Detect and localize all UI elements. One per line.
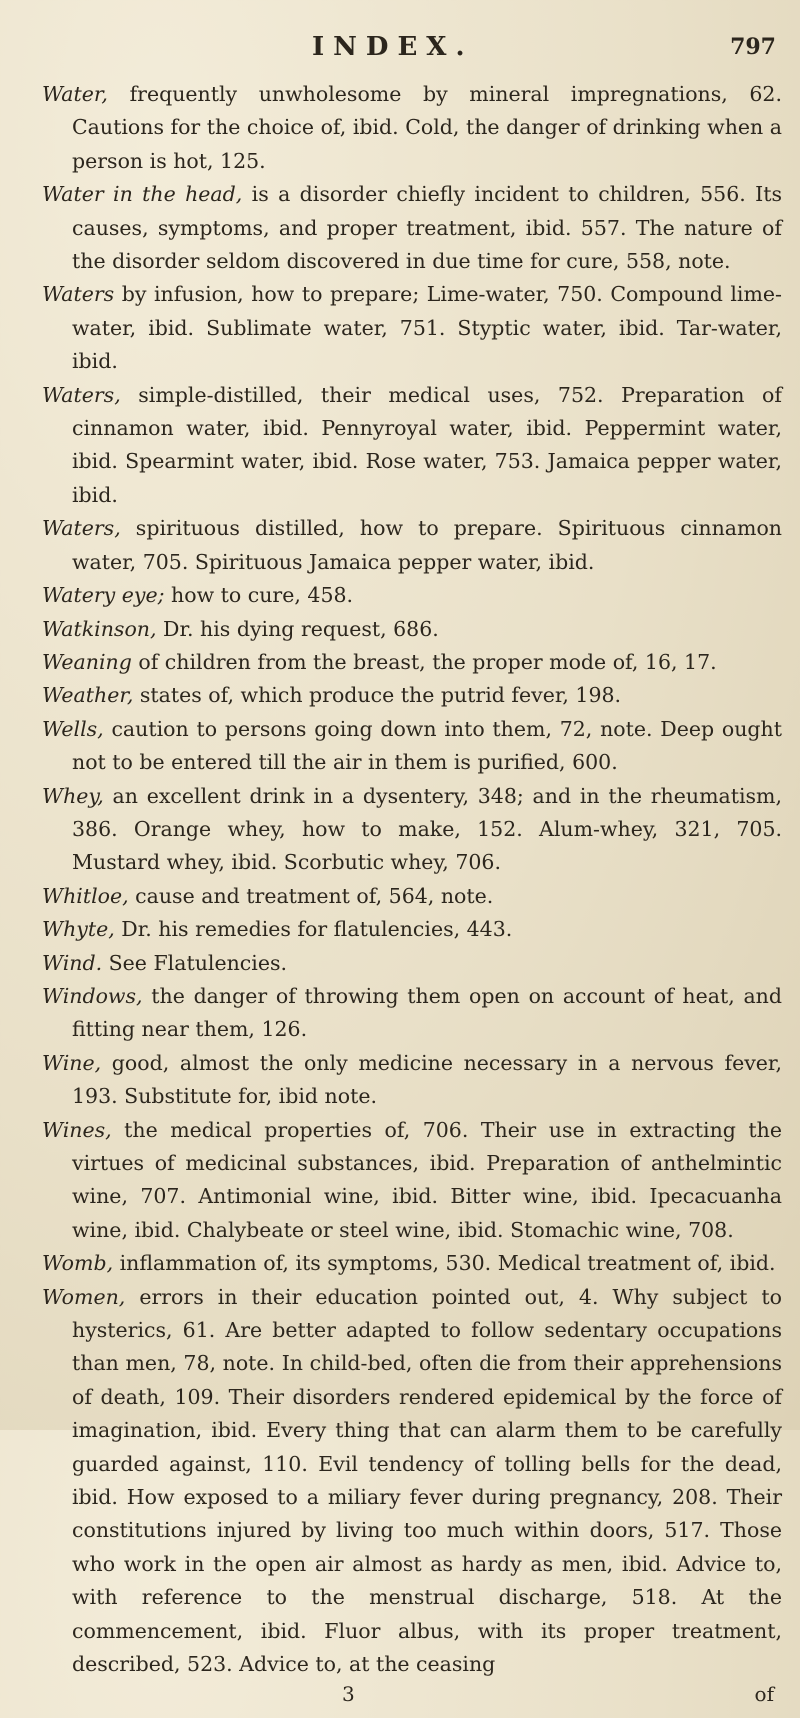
- page-number: 797: [730, 34, 776, 60]
- entry-text: good, almost the only medicine necessary in a nervous fever, 193. Substitute for, ibid note.: [72, 1050, 782, 1109]
- entry-headword: Women,: [42, 1284, 126, 1309]
- index-entry: [42, 913, 782, 946]
- index-entry: [42, 512, 782, 579]
- entry-text: is a disorder chiefly incident to children, 556. Its causes, symptoms, and proper treatment, ibid. 557. The nature of the disorder seldom discovered in due time for cure, 558, note.: [72, 182, 782, 274]
- entry-headword: Wine,: [42, 1050, 102, 1075]
- entry-headword: Wells,: [42, 716, 104, 741]
- entry-text: caution to persons going down into them, 72, note. Deep ought not to be entered till the air in them is purified, 600.: [72, 716, 782, 775]
- catchword: of: [754, 1681, 774, 1706]
- entry-text: the medical properties of, 706. Their use in extracting the virtues of medicinal substances, ibid. Preparation of anthelmintic wine, 707. Antimonial wine, ibid. Bitter wine, ibid. Ipecacuanha wine, ibid. Chalybeate or steel wine, ibid. Stomachic wine, 708.: [72, 1117, 782, 1242]
- index-entry: [42, 713, 782, 780]
- index-entry: [42, 579, 782, 612]
- entry-headword: Womb,: [42, 1251, 114, 1276]
- entry-headword: Whitloe,: [42, 883, 129, 908]
- entry-text: the danger of throwing them open on account of heat, and fitting near them, 126.: [72, 983, 782, 1042]
- entry-headword: Waters,: [42, 382, 121, 407]
- entry-headword: Water in the head,: [42, 182, 243, 207]
- entry-text: See Flatulencies.: [102, 950, 287, 975]
- index-entry: [42, 780, 782, 880]
- index-entries: [42, 78, 782, 1682]
- index-entry: [42, 178, 782, 278]
- entry-text: errors in their education pointed out, 4. Why subject to hysterics, 61. Are better adapted to follow sedentary occupations than men, 78, note. In child-bed, often die from their apprehensions of death, 109. Their disorders rendered epidemical by the force of imagination, ibid. Every thing that can alarm them to be carefully guarded against, 110. Evil tendency of tolling bells for the dead, ibid. How exposed to a miliary fever during pregnancy, 208. Their constitutions injured by living too much within doors, 517. Those who work in the open air almost as hardy as men, ibid. Advice to, with reference to the menstrual discharge, 518. At the commencement, ibid. Fluor albus, with its proper treatment, described, 523. Advice to, at the ceasing: [72, 1284, 782, 1677]
- entry-headword: Whyte,: [42, 917, 115, 942]
- index-entry: [42, 1047, 782, 1114]
- entry-headword: Waters,: [42, 516, 121, 541]
- page-title: INDEX.: [312, 32, 474, 62]
- index-entry: [42, 379, 782, 513]
- entry-text: Dr. his remedies for flatulencies, 443.: [114, 917, 513, 942]
- entry-headword: Weather,: [42, 683, 134, 708]
- entry-text: Dr. his dying request, 686.: [156, 616, 439, 641]
- page-footer: [42, 1682, 782, 1718]
- page-header: [42, 18, 782, 74]
- index-entry: [42, 613, 782, 646]
- entry-headword: Waters: [42, 282, 115, 307]
- entry-text: inflammation of, its symptoms, 530. Medical treatment of, ibid.: [113, 1251, 776, 1276]
- entry-text: states of, which produce the putrid fever, 198.: [133, 683, 622, 708]
- entry-text: simple-distilled, their medical uses, 752. Preparation of cinnamon water, ibid. Pennyroyal water, ibid. Peppermint water, ibid. Spearmint water, ibid. Rose water, 753. Jamaica pepper water, ibid.: [72, 382, 782, 507]
- entry-text: by infusion, how to prepare; Lime-water, 750. Compound lime-water, ibid. Sublimate water, 751. Styptic water, ibid. Tar-water, ibid.: [72, 282, 782, 374]
- index-entry: [42, 646, 782, 679]
- index-entry: [42, 1114, 782, 1248]
- index-entry: [42, 679, 782, 712]
- index-entry: [42, 78, 782, 178]
- index-entry: [42, 880, 782, 913]
- entry-headword: Whey,: [42, 783, 104, 808]
- index-entry: [42, 278, 782, 378]
- entry-headword: Windows,: [42, 983, 143, 1008]
- index-entry: [42, 947, 782, 980]
- entry-headword: Weaning: [42, 649, 132, 674]
- index-entry: [42, 1281, 782, 1682]
- entry-headword: Watkinson,: [42, 616, 157, 641]
- index-entry: [42, 980, 782, 1047]
- signature-mark: 3: [342, 1681, 355, 1706]
- index-page: [42, 18, 782, 1718]
- entry-headword: Wines,: [42, 1117, 112, 1142]
- entry-text: an excellent drink in a dysentery, 348; and in the rheumatism, 386. Orange whey, how to make, 152. Alum-whey, 321, 705. Mustard whey, ibid. Scorbutic whey, 706.: [72, 783, 782, 875]
- entry-text: of children from the breast, the proper mode of, 16, 17.: [131, 649, 717, 674]
- index-entry: [42, 1247, 782, 1280]
- entry-text: how to cure, 458.: [164, 583, 354, 608]
- entry-text: spirituous distilled, how to prepare. Spirituous cinnamon water, 705. Spirituous Jamaica pepper water, ibid.: [72, 516, 782, 574]
- entry-headword: Wind.: [42, 950, 103, 975]
- entry-headword: Watery eye;: [42, 583, 165, 608]
- entry-text: frequently unwholesome by mineral impregnations, 62. Cautions for the choice of, ibid. Cold, the danger of drinking when a person is hot, 125.: [72, 82, 782, 173]
- entry-text: cause and treatment of, 564, note.: [128, 883, 494, 908]
- entry-headword: Water,: [42, 82, 108, 106]
